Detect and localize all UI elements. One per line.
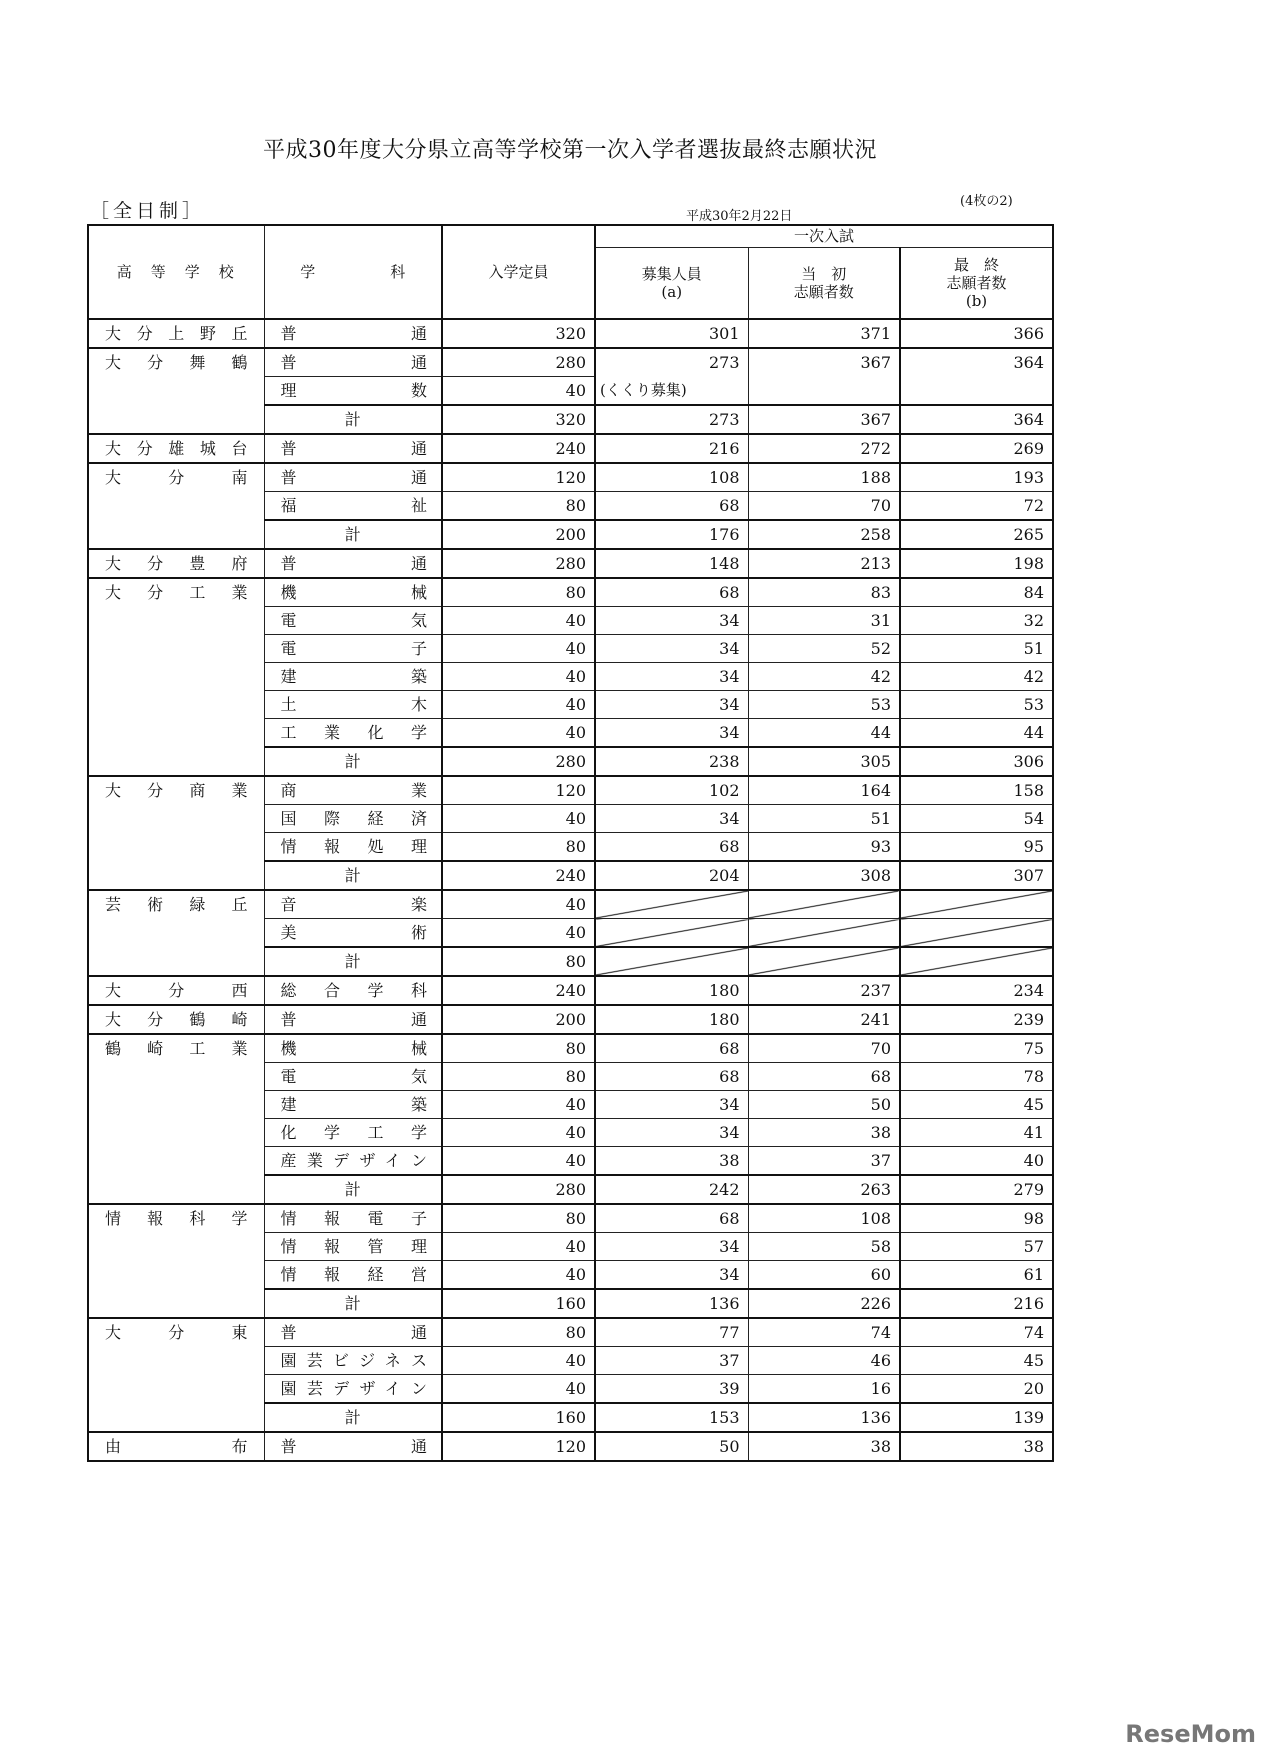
initial-applicants-value: 305	[748, 747, 900, 776]
recruit-value: 50	[595, 1432, 748, 1461]
department-name: 美術	[264, 919, 442, 948]
school-name: 大分商業	[88, 776, 264, 890]
department-name: 電気	[264, 1063, 442, 1091]
not-applicable-cell	[900, 919, 1053, 948]
final-applicants-value: 42	[900, 663, 1053, 691]
recruit-value: 68	[595, 492, 748, 521]
table-row	[88, 1432, 1053, 1461]
final-applicants-value: 75	[900, 1034, 1053, 1063]
capacity-value: 40	[442, 607, 595, 635]
table-row	[88, 890, 1053, 919]
department-name: 商業	[264, 776, 442, 805]
capacity-value: 160	[442, 1289, 595, 1318]
capacity-value: 320	[442, 405, 595, 434]
recruit-value: 176	[595, 520, 748, 549]
capacity-value: 120	[442, 776, 595, 805]
final-applicants-value: 45	[900, 1347, 1053, 1375]
recruit-value: 136	[595, 1289, 748, 1318]
capacity-value: 40	[442, 919, 595, 948]
final-applicants-value: 45	[900, 1091, 1053, 1119]
capacity-value: 240	[442, 976, 595, 1005]
department-name: 機械	[264, 1034, 442, 1063]
subtotal-label: 計	[264, 947, 442, 976]
school-name: 大分舞鶴	[88, 348, 264, 434]
initial-applicants-value: 53	[748, 691, 900, 719]
recruit-value: 153	[595, 1403, 748, 1432]
not-applicable-cell	[595, 890, 748, 919]
not-applicable-cell	[595, 947, 748, 976]
table-row	[88, 578, 1053, 607]
capacity-value: 240	[442, 434, 595, 463]
recruit-value: 108	[595, 463, 748, 492]
school-name: 大分雄城台	[88, 434, 264, 463]
subtotal-label: 計	[264, 1175, 442, 1204]
school-name: 大 分 南	[88, 463, 264, 549]
initial-applicants-value: 37	[748, 1147, 900, 1176]
document-date: 平成30年2月22日	[686, 209, 793, 224]
initial-applicants-value: 70	[748, 492, 900, 521]
department-name: 園芸デザイン	[264, 1375, 442, 1404]
capacity-value: 280	[442, 747, 595, 776]
table-row	[88, 348, 1053, 377]
subtotal-label: 計	[264, 1403, 442, 1432]
initial-applicants-value: 308	[748, 861, 900, 890]
school-name: 大 分 西	[88, 976, 264, 1005]
school-name: 大分上野丘	[88, 319, 264, 348]
header-initial-applicants: 当 初 志願者数	[748, 247, 900, 319]
department-name: 国際経済	[264, 805, 442, 833]
final-applicants-value: 269	[900, 434, 1053, 463]
recruit-value: 34	[595, 719, 748, 748]
capacity-value: 80	[442, 1204, 595, 1233]
final-applicants-value: 95	[900, 833, 1053, 862]
table-row	[88, 1204, 1053, 1233]
capacity-value: 40	[442, 890, 595, 919]
final-applicants-value: 74	[900, 1318, 1053, 1347]
capacity-value: 40	[442, 635, 595, 663]
school-name: 由 布	[88, 1432, 264, 1461]
table-row	[88, 976, 1053, 1005]
recruit-value: 180	[595, 1005, 748, 1034]
department-name: 土木	[264, 691, 442, 719]
recruit-value	[595, 348, 748, 405]
not-applicable-cell	[748, 890, 900, 919]
capacity-value: 40	[442, 691, 595, 719]
capacity-value: 200	[442, 1005, 595, 1034]
final-applicants-value: 139	[900, 1403, 1053, 1432]
not-applicable-cell	[748, 919, 900, 948]
final-applicants-value: 84	[900, 578, 1053, 607]
final-applicants-value: 51	[900, 635, 1053, 663]
table-body	[88, 319, 1053, 1461]
capacity-value: 120	[442, 1432, 595, 1461]
initial-applicants-value: 46	[748, 1347, 900, 1375]
final-applicants-value: 364	[900, 405, 1053, 434]
recruit-value: 34	[595, 663, 748, 691]
recruit-value: 34	[595, 635, 748, 663]
recruit-value: 216	[595, 434, 748, 463]
recruit-value: 68	[595, 578, 748, 607]
capacity-value: 40	[442, 377, 595, 406]
final-applicants-value: 306	[900, 747, 1053, 776]
subtotal-label: 計	[264, 405, 442, 434]
school-name: 大分豊府	[88, 549, 264, 578]
table-row	[88, 549, 1053, 578]
final-applicants-value: 239	[900, 1005, 1053, 1034]
initial-applicants-value: 38	[748, 1119, 900, 1147]
not-applicable-cell	[900, 890, 1053, 919]
final-applicants-value: 32	[900, 607, 1053, 635]
initial-applicants-value: 164	[748, 776, 900, 805]
department-name: 情報電子	[264, 1204, 442, 1233]
department-name: 化学工学	[264, 1119, 442, 1147]
initial-applicants-value: 83	[748, 578, 900, 607]
recruit-value: 68	[595, 1063, 748, 1091]
initial-applicants-value: 93	[748, 833, 900, 862]
header-school: 高 等 学 校	[88, 225, 264, 319]
final-applicants-value: 193	[900, 463, 1053, 492]
recruit-value: 242	[595, 1175, 748, 1204]
department-name: 理数	[264, 377, 442, 406]
capacity-value: 120	[442, 463, 595, 492]
section-label: ［全日制］	[90, 200, 206, 222]
final-applicants-value: 41	[900, 1119, 1053, 1147]
department-name: 普通	[264, 1318, 442, 1347]
final-applicants-value: 234	[900, 976, 1053, 1005]
department-name: 建築	[264, 1091, 442, 1119]
capacity-value: 40	[442, 805, 595, 833]
final-applicants-value: 44	[900, 719, 1053, 748]
capacity-value: 280	[442, 1175, 595, 1204]
school-name: 鶴崎工業	[88, 1034, 264, 1204]
department-name: 建築	[264, 663, 442, 691]
initial-applicants-value: 50	[748, 1091, 900, 1119]
document-title: 平成30年度大分県立高等学校第一次入学者選抜最終志願状況	[263, 138, 877, 163]
initial-applicants-value: 108	[748, 1204, 900, 1233]
recruit-value: 34	[595, 691, 748, 719]
initial-applicants-value: 74	[748, 1318, 900, 1347]
initial-applicants-value: 60	[748, 1261, 900, 1290]
final-applicants-value: 307	[900, 861, 1053, 890]
recruit-value: 38	[595, 1147, 748, 1176]
department-name: 普通	[264, 434, 442, 463]
subtotal-label: 計	[264, 861, 442, 890]
not-applicable-cell	[900, 947, 1053, 976]
initial-applicants-value: 42	[748, 663, 900, 691]
table-row	[88, 319, 1053, 348]
capacity-value: 80	[442, 1318, 595, 1347]
department-name: 普通	[264, 1432, 442, 1461]
table-row	[88, 463, 1053, 492]
recruit-value: 102	[595, 776, 748, 805]
department-name: 産業デザイン	[264, 1147, 442, 1176]
recruit-value: 180	[595, 976, 748, 1005]
capacity-value: 40	[442, 1147, 595, 1176]
recruit-value: 77	[595, 1318, 748, 1347]
header-recruit: 募集人員 (a)	[595, 247, 748, 319]
final-applicants-value: 98	[900, 1204, 1053, 1233]
subtotal-label: 計	[264, 747, 442, 776]
recruit-value: 238	[595, 747, 748, 776]
applicant-status-table	[87, 224, 1054, 1462]
department-name: 情報管理	[264, 1233, 442, 1261]
department-name: 普通	[264, 319, 442, 348]
recruit-value: 273	[595, 405, 748, 434]
department-name: 総合学科	[264, 976, 442, 1005]
initial-applicants-value: 367	[748, 348, 900, 405]
header-department: 学 科	[264, 225, 442, 319]
school-name: 大分工業	[88, 578, 264, 776]
table-row	[88, 1318, 1053, 1347]
recruit-number: 273	[708, 353, 740, 372]
capacity-value: 40	[442, 1261, 595, 1290]
initial-applicants-value: 371	[748, 319, 900, 348]
school-name: 芸術緑丘	[88, 890, 264, 976]
resemom-watermark: ReseMom	[1125, 1720, 1256, 1748]
department-name: 情報経営	[264, 1261, 442, 1290]
subtotal-label: 計	[264, 1289, 442, 1318]
initial-applicants-value: 272	[748, 434, 900, 463]
initial-applicants-value: 188	[748, 463, 900, 492]
header-capacity: 入学定員	[442, 225, 595, 319]
table-row	[88, 1005, 1053, 1034]
capacity-value: 40	[442, 1091, 595, 1119]
final-applicants-value: 265	[900, 520, 1053, 549]
recruit-value: 68	[595, 1034, 748, 1063]
final-applicants-value: 38	[900, 1432, 1053, 1461]
recruit-value: 37	[595, 1347, 748, 1375]
capacity-value: 280	[442, 348, 595, 377]
department-name: 福祉	[264, 492, 442, 521]
school-name: 情報科学	[88, 1204, 264, 1318]
school-name: 大分鶴崎	[88, 1005, 264, 1034]
capacity-value: 280	[442, 549, 595, 578]
capacity-value: 200	[442, 520, 595, 549]
capacity-value: 80	[442, 1034, 595, 1063]
capacity-value: 320	[442, 319, 595, 348]
recruit-value: 34	[595, 1261, 748, 1290]
final-applicants-value: 366	[900, 319, 1053, 348]
final-applicants-value: 53	[900, 691, 1053, 719]
initial-applicants-value: 52	[748, 635, 900, 663]
recruit-value: 204	[595, 861, 748, 890]
subtotal-label: 計	[264, 520, 442, 549]
department-name: 機械	[264, 578, 442, 607]
initial-applicants-value: 38	[748, 1432, 900, 1461]
initial-applicants-value: 263	[748, 1175, 900, 1204]
department-name: 工業化学	[264, 719, 442, 748]
table-row	[88, 1034, 1053, 1063]
capacity-value: 240	[442, 861, 595, 890]
initial-applicants-value: 367	[748, 405, 900, 434]
capacity-value: 40	[442, 663, 595, 691]
initial-applicants-value: 58	[748, 1233, 900, 1261]
capacity-value: 40	[442, 1233, 595, 1261]
table-row	[88, 776, 1053, 805]
recruit-value: 34	[595, 1091, 748, 1119]
initial-applicants-value: 136	[748, 1403, 900, 1432]
department-name: 電子	[264, 635, 442, 663]
initial-applicants-value: 16	[748, 1375, 900, 1404]
not-applicable-cell	[748, 947, 900, 976]
page-indicator: (4枚の2)	[960, 194, 1013, 209]
final-applicants-value: 198	[900, 549, 1053, 578]
initial-applicants-value: 237	[748, 976, 900, 1005]
recruit-value: 34	[595, 607, 748, 635]
final-applicants-value: 54	[900, 805, 1053, 833]
final-applicants-value: 20	[900, 1375, 1053, 1404]
capacity-value: 80	[442, 833, 595, 862]
capacity-value: 40	[442, 1119, 595, 1147]
capacity-value: 80	[442, 492, 595, 521]
department-name: 普通	[264, 463, 442, 492]
initial-applicants-value: 241	[748, 1005, 900, 1034]
school-name: 大 分 東	[88, 1318, 264, 1432]
final-applicants-value: 158	[900, 776, 1053, 805]
recruit-value: 68	[595, 1204, 748, 1233]
kukuri-note: (くくり募集)	[600, 381, 687, 399]
final-applicants-value: 40	[900, 1147, 1053, 1176]
final-applicants-value: 279	[900, 1175, 1053, 1204]
recruit-value: 148	[595, 549, 748, 578]
capacity-value: 80	[442, 578, 595, 607]
initial-applicants-value: 51	[748, 805, 900, 833]
department-name: 情報処理	[264, 833, 442, 862]
capacity-value: 40	[442, 1375, 595, 1404]
department-name: 園芸ビジネス	[264, 1347, 442, 1375]
department-name: 普通	[264, 1005, 442, 1034]
capacity-value: 160	[442, 1403, 595, 1432]
final-applicants-value: 216	[900, 1289, 1053, 1318]
table-row	[88, 434, 1053, 463]
initial-applicants-value: 31	[748, 607, 900, 635]
final-applicants-value: 57	[900, 1233, 1053, 1261]
final-applicants-value: 61	[900, 1261, 1053, 1290]
recruit-value: 301	[595, 319, 748, 348]
capacity-value: 40	[442, 1347, 595, 1375]
recruit-value: 68	[595, 833, 748, 862]
initial-applicants-value: 226	[748, 1289, 900, 1318]
department-name: 普通	[264, 549, 442, 578]
recruit-value: 34	[595, 805, 748, 833]
department-name: 電気	[264, 607, 442, 635]
initial-applicants-value: 213	[748, 549, 900, 578]
final-applicants-value: 364	[900, 348, 1053, 405]
department-name: 普通	[264, 348, 442, 377]
initial-applicants-value: 68	[748, 1063, 900, 1091]
not-applicable-cell	[595, 919, 748, 948]
initial-applicants-value: 70	[748, 1034, 900, 1063]
recruit-value: 39	[595, 1375, 748, 1404]
capacity-value: 80	[442, 1063, 595, 1091]
initial-applicants-value: 258	[748, 520, 900, 549]
header-first-exam: 一次入試	[595, 225, 1053, 247]
final-applicants-value: 72	[900, 492, 1053, 521]
initial-applicants-value: 44	[748, 719, 900, 748]
capacity-value: 80	[442, 947, 595, 976]
department-name: 音楽	[264, 890, 442, 919]
final-applicants-value: 78	[900, 1063, 1053, 1091]
recruit-value: 34	[595, 1233, 748, 1261]
recruit-value: 34	[595, 1119, 748, 1147]
header-final-applicants: 最 終 志願者数 (b)	[900, 247, 1053, 319]
capacity-value: 40	[442, 719, 595, 748]
